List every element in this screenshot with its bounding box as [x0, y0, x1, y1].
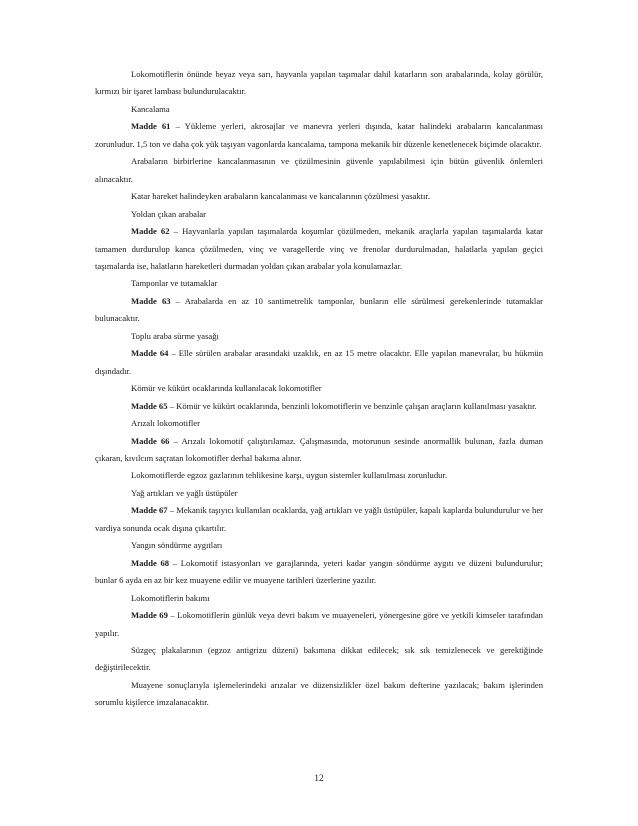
section-heading: Yangın söndürme aygıtları: [131, 540, 223, 551]
article-paragraph: Madde 69 – Lokomotiflerin günlük veya devri bakım ve muayeneleri, yönergesine göre ve yetkili kimseler tarafından yapılır.: [95, 610, 543, 638]
article-paragraph: Madde 61 – Yükleme yerleri, akrosajlar ve manevra yerleri dışında, katar halindeki arabaların kancalanması zorunludur. 1,5 ton ve daha çok yük taşıyan vagonlarda kancalama, tampona mekanik bir düzenle kenetlenecek biçimde olacaktır.: [95, 121, 543, 149]
article-paragraph: Madde 65 – Kömür ve kükürt ocaklarında, benzinli lokomotiflerin ve benzinle çalışan araçların kullanılması yasaktır.: [131, 400, 537, 411]
section-heading: Yoldan çıkan arabalar: [131, 208, 207, 219]
section-heading: Lokomotiflerin bakımı: [131, 592, 210, 603]
paragraph: Lokomotiflerde egzoz gazlarının tehlikesine karşı, uygun sistemler kullanılması zorunludur.: [131, 470, 447, 481]
section-heading: Kancalama: [131, 103, 170, 114]
section-heading: Arızalı lokomotifler: [131, 418, 200, 429]
section-heading: Toplu araba sürme yasağı: [131, 330, 219, 341]
section-heading: Yağ artıkları ve yağlı üstüpüler: [131, 487, 238, 498]
article-paragraph: Madde 64 – Elle sürülen arabalar arasındaki uzaklık, en az 15 metre olacaktır. Elle yapılan manevralar, bu hükmün dışındadır.: [95, 348, 543, 376]
article-paragraph: Madde 68 – Lokomotif istasyonları ve garajlarında, yeteri kadar yangın söndürme aygıtı ve düzeni bulundurulur; bunlar 6 ayda en az bir kez muayene edilir ve muayene tarihleri üzerlerine yazılır.: [95, 557, 543, 586]
paragraph: Katar hareket halindeyken arabaların kancalanması ve kancalarının çözülmesi yasaktır.: [131, 191, 430, 202]
paragraph: Lokomotiflerin önünde beyaz veya sarı, hayvanla yapılan taşımalar dahil katarların son arabalarında, kolay görülür, kırmızı bir işaret lambası bulundurulacaktır.: [95, 69, 543, 97]
page-number: 12: [314, 774, 324, 784]
article-paragraph: Madde 62 – Hayvanlarla yapılan taşımalarda koşumlar çözülmeden, mekanik araçlarla yapılan taşımalarda katar tamamen durdurulup kanca çözülmeden, vinç ve varagellerde vinç ve frenolar durdurulmadan, halatlarla yapılan geçici taşımalarda ise, halatların hareketleri durmadan yoldan çıkan arabalar yola konulamazlar.: [95, 226, 543, 271]
paragraph: Süzgeç plakalarının (egzoz antigrizu düzeni) bakımına dikkat edilecek; sık sık temizlenecek ve gerektiğinde değiştirilecektir.: [95, 644, 543, 673]
section-heading: Tamponlar ve tutamaklar: [131, 278, 218, 289]
article-paragraph: Madde 67 – Mekanik taşıyıcı kullanılan ocaklarda, yağ artıkları ve yağlı üstüpüler, kapalı kaplarda bulundurulur ve her vardiya sonunda ocak dışına çıkartılır.: [95, 505, 543, 533]
section-heading: Kömür ve kükürt ocaklarında kullanılacak lokomotifler: [131, 383, 322, 394]
article-paragraph: Madde 66 – Arızalı lokomotif çalıştırılamaz. Çalışmasında, motorunun sesinde anormallik bulunan, fazla duman çıkaran, kıvılcım saçratan lokomotifler derhal bakıma alınır.: [95, 435, 543, 463]
article-paragraph: Madde 63 – Arabalarda en az 10 santimetrelik tamponlar, bunların elle sürülmesi gerekenlerinde tutamaklar bulunacaktır.: [95, 295, 543, 324]
paragraph: Muayene sonuçlarıyla işlemelerindeki arızalar ve düzensizlikler özel bakım defterine yazılacak; bakım işlerinden sorumlu kişilerce imzalanacaktır.: [95, 679, 543, 708]
paragraph: Arabaların birbirlerine kancalanmasının ve çözülmesinin güvenle yapılabilmesi için bütün güvenlik önlemleri alınacaktır.: [95, 156, 543, 184]
